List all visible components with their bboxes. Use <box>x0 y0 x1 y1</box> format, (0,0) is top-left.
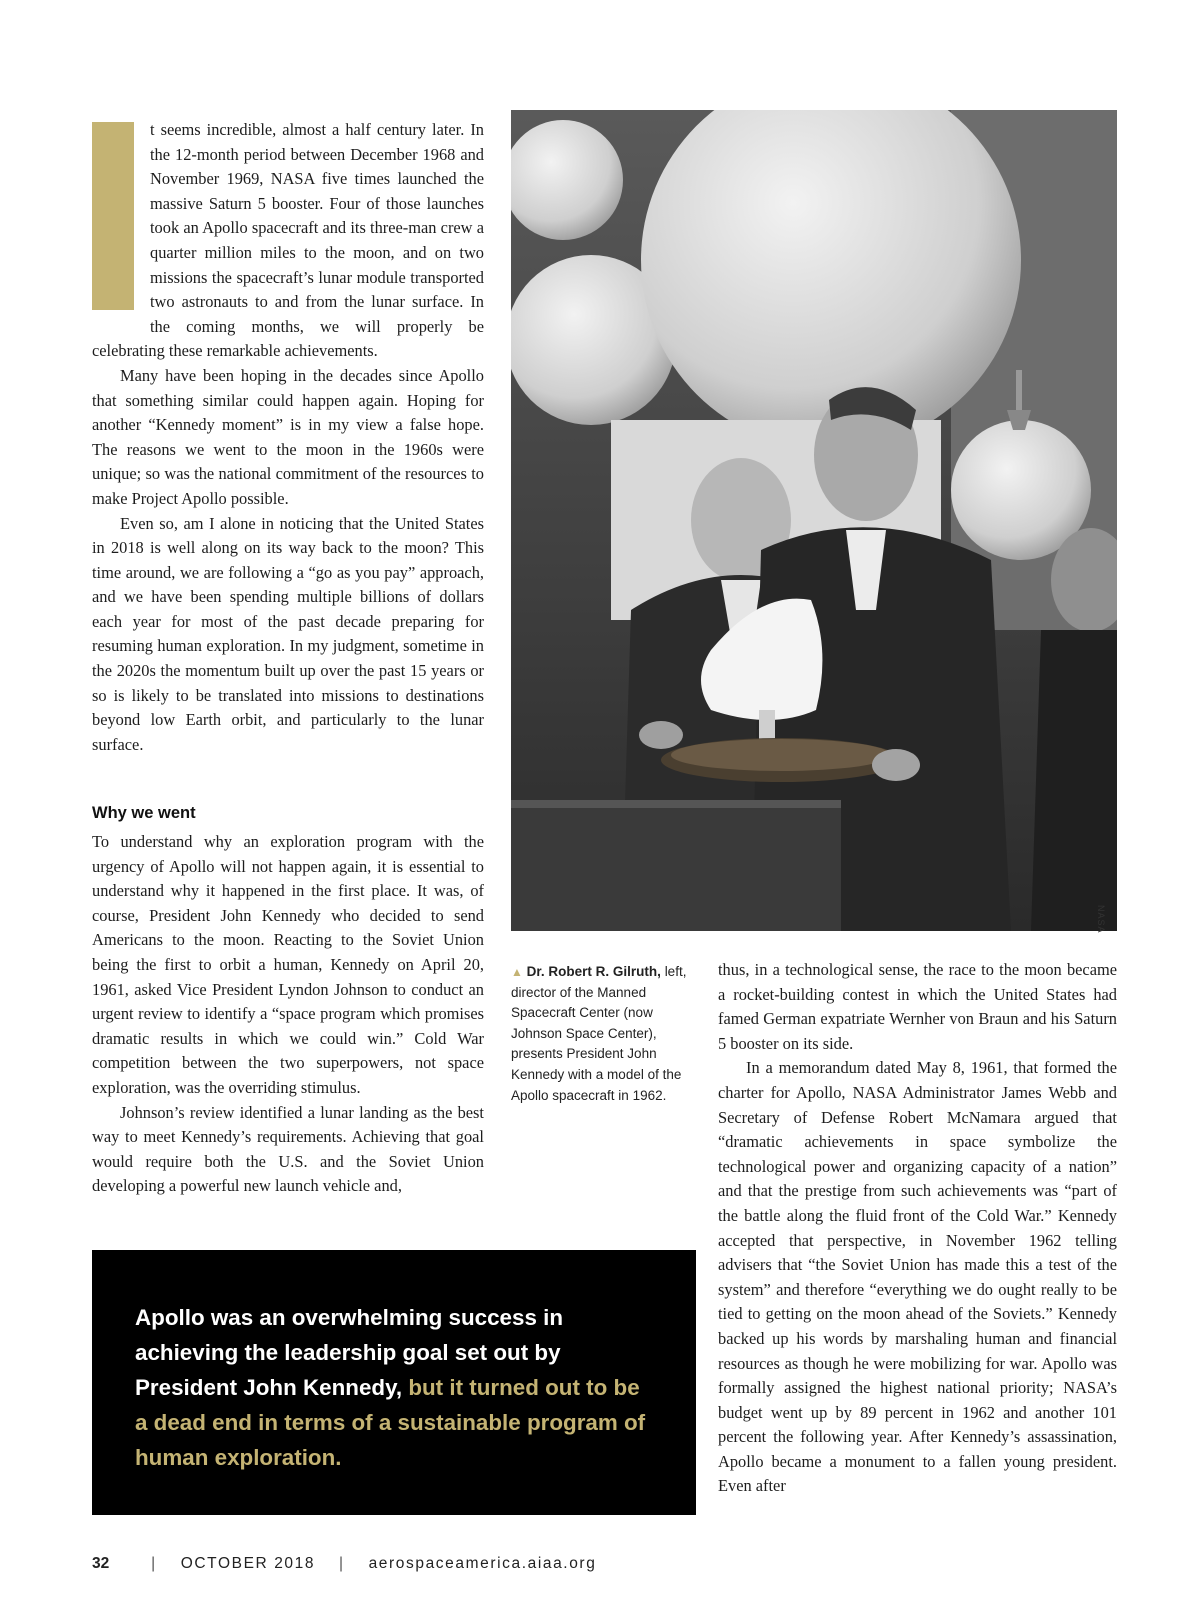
issue-date: OCTOBER 2018 <box>180 1555 316 1572</box>
footer-separator: | <box>151 1555 157 1572</box>
intro-paragraph <box>92 118 484 364</box>
right-column <box>718 958 1117 1499</box>
pull-quote-gold: but it turned out to be a dead end in terms of a sustainable program of human exploration. <box>135 1375 646 1470</box>
page-number: 32 <box>92 1555 110 1572</box>
paragraph-2: Many have been hoping in the decades since Apollo that something similar could happen again. Hoping for another “Kennedy moment” is in my view a false hope. The reasons we went to the moon in the 1960s were unique; so was the national commitment of the resources to make Project Apollo possible. <box>92 365 484 508</box>
caption-lead: Dr. Robert R. Gilruth, <box>526 964 661 979</box>
paragraph-5: Johnson’s review identified a lunar landing as the best way to meet Kennedy’s requirements. Achieving that goal would require both the U.S. and the Soviet Union developing a powerful new launch vehicle and, <box>92 1102 484 1196</box>
paragraph-6: thus, in a technological sense, the race to the moon became a rocket-building contest in which the United States had famed German expatriate Wernher von Braun and his Saturn 5 booster on its side. <box>718 960 1117 1053</box>
left-column <box>92 118 484 757</box>
footer-separator: | <box>339 1555 345 1572</box>
photo-credit: NASA <box>1096 905 1106 934</box>
photo-illustration <box>511 110 1117 931</box>
triangle-up-icon: ▲ <box>511 965 523 979</box>
article-photo <box>511 110 1117 931</box>
pull-quote-white: Apollo was an overwhelming success in achieving the leadership goal set out by President John Kennedy, <box>135 1305 564 1400</box>
page-footer <box>92 1555 596 1573</box>
pull-quote <box>92 1250 696 1515</box>
paragraph-4: To understand why an exploration program with the urgency of Apollo will not happen again, it is essential to understand why it happened in the first place. It was, of course, President John Kennedy who decided to send Americans to the moon. Reacting to the Soviet Union being the first to orbit a human, Kennedy on April 20, 1961, asked Vice President Lyndon Johnson to conduct an urgent review to identify a “space program which promises dramatic results in which we could win.” Cold War competition between the two superpowers, not space exploration, was the overriding stimulus. <box>92 832 484 1097</box>
photo-caption <box>511 962 696 1106</box>
paragraph-3: Even so, am I alone in noticing that the United States in 2018 is well along on its way back to the moon? This time around, we are following a “go as you pay” approach, and we have been spending multiple billions of dollars each year for most of the past decade preparing for resuming human exploration. In my judgment, sometime in the 2020s the momentum built up over the past 15 years or so is likely to be translated into missions to destinations beyond low Earth orbit, and particularly to the lunar surface. <box>92 513 484 754</box>
site-url[interactable]: aerospaceamerica.aiaa.org <box>368 1555 597 1572</box>
left-column-lower <box>92 830 484 1199</box>
intro-text: t seems incredible, almost a half century later. In the 12-month period between December 1968 and November 1969, NASA five times launched the massive Saturn 5 booster. Four of those launches took an Apollo spacecraft and its three-man crew a quarter million miles to the moon, and on two missions the spacecraft’s lunar module transported two astronauts to and from the lunar surface. In the coming months, we will properly be celebrating these remarkable achievements. <box>92 120 484 361</box>
section-heading: Why we went <box>92 804 196 822</box>
caption-text: left, director of the Manned Spacecraft Center (now Johnson Space Center), presents President John Kennedy with a model of the Apollo spacecraft in 1962. <box>511 964 687 1103</box>
paragraph-7: In a memorandum dated May 8, 1961, that formed the charter for Apollo, NASA Administrator James Webb and Secretary of Defense Robert McNamara argued that “dramatic achievements in space symbolize the technological power and organizing capacity of a nation” and that the prestige from such achievements was “part of the battle along the fluid front of the Cold War.” Kennedy accepted that perspective, in November 1962 telling advisers that “the Soviet Union has made this a test of the system” and therefore “everything we do ought really to be tied to getting on the moon ahead of the Soviets.” Kennedy backed up his words by marshaling human and financial resources as though he were mobilizing for war. Apollo was formally assigned the highest national priority; NASA’s budget went up by 89 percent in 1962 and another 101 percent the following year. After Kennedy’s assassination, Apollo became a monument to a fallen young president. Even after <box>718 1058 1117 1496</box>
